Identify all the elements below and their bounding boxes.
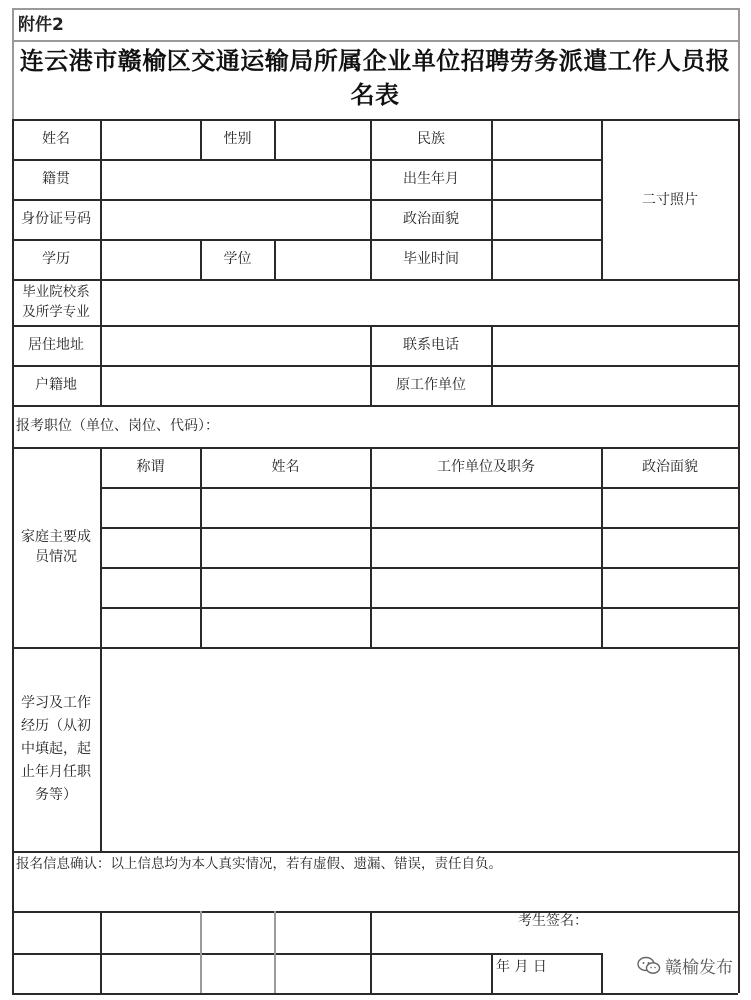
- value-phone[interactable]: [492, 326, 738, 364]
- value-ethnicity[interactable]: [492, 120, 601, 158]
- value-household[interactable]: [101, 366, 370, 404]
- label-experience: 学习及工作 经历（从初 中填起，起 止年月任职 务等）: [21, 694, 91, 803]
- family-header-relation: 称谓: [136, 459, 165, 475]
- grid-line: [100, 911, 102, 993]
- grid-line: [274, 911, 276, 993]
- grid-line: [12, 40, 738, 42]
- grid-line: [100, 567, 738, 569]
- grid-line: [200, 911, 202, 993]
- family-header-political: 政治面貌: [642, 459, 698, 475]
- grid-line: [100, 527, 738, 529]
- attachment-label: 附件2: [18, 15, 64, 35]
- watermark-text: 赣榆发布: [665, 958, 733, 978]
- label-degree: 学位: [223, 251, 252, 267]
- value-degree[interactable]: [275, 240, 370, 278]
- label-graduation-time: 毕业时间: [403, 251, 459, 267]
- grid-line: [100, 487, 738, 489]
- family-header-employer: 工作单位及职务: [437, 459, 535, 475]
- label-former-employer: 原工作单位: [396, 377, 466, 393]
- grid-line: [12, 993, 738, 995]
- label-position-applied[interactable]: 报考职位（单位、岗位、代码）：: [16, 418, 219, 434]
- value-native-place[interactable]: [101, 160, 370, 198]
- value-political-status[interactable]: [492, 200, 601, 238]
- grid-line: [738, 119, 740, 993]
- label-gender: 性别: [223, 131, 252, 147]
- label-address: 居住地址: [28, 337, 84, 353]
- grid-line: [12, 8, 738, 10]
- label-native-place: 籍贯: [42, 171, 70, 187]
- value-name[interactable]: [101, 120, 200, 158]
- value-id-number[interactable]: [101, 200, 370, 238]
- title-line-1: 连云港市赣榆区交通运输局所属企业单位招聘劳务派遣工作人员报: [19, 47, 731, 75]
- label-education: 学历: [42, 251, 70, 267]
- form-title: [12, 44, 738, 112]
- value-graduation-time[interactable]: [492, 240, 601, 278]
- value-education[interactable]: [101, 240, 200, 278]
- label-school-major: 毕业院校系 及所学专业: [22, 284, 90, 320]
- label-id-number: 身份证号码: [21, 211, 91, 227]
- grid-line: [12, 8, 14, 120]
- confirmation-text: 报名信息确认：以上信息均为本人真实情况，若有虚假、遗漏、错误，责任自负。: [16, 856, 502, 872]
- label-name: 姓名: [42, 131, 70, 147]
- signature-label: 考生签名：: [518, 913, 588, 929]
- watermark: [633, 951, 737, 980]
- grid-line: [491, 953, 493, 993]
- label-household: 户籍地: [35, 377, 77, 393]
- date-label: 年 月 日: [496, 959, 547, 975]
- signature-area[interactable]: [602, 912, 738, 952]
- label-phone: 联系电话: [403, 337, 459, 353]
- value-former-employer[interactable]: [492, 366, 738, 404]
- value-address[interactable]: [101, 326, 370, 364]
- label-family: 家庭主要成 员情况: [21, 529, 91, 565]
- label-ethnicity: 民族: [417, 131, 445, 147]
- label-political-status: 政治面貌: [403, 211, 459, 227]
- family-header-name: 姓名: [271, 459, 300, 475]
- label-birth-date: 出生年月: [403, 171, 459, 187]
- value-gender[interactable]: [275, 120, 370, 158]
- wechat-icon: [637, 956, 661, 976]
- grid-line: [370, 911, 372, 993]
- grid-line: [738, 8, 740, 120]
- value-birth-date[interactable]: [492, 160, 601, 198]
- grid-line: [100, 607, 738, 609]
- photo-box[interactable]: 二寸照片: [642, 191, 698, 208]
- value-experience[interactable]: [101, 648, 738, 850]
- value-school-major[interactable]: [101, 280, 738, 324]
- title-line-2: 名表: [350, 81, 400, 109]
